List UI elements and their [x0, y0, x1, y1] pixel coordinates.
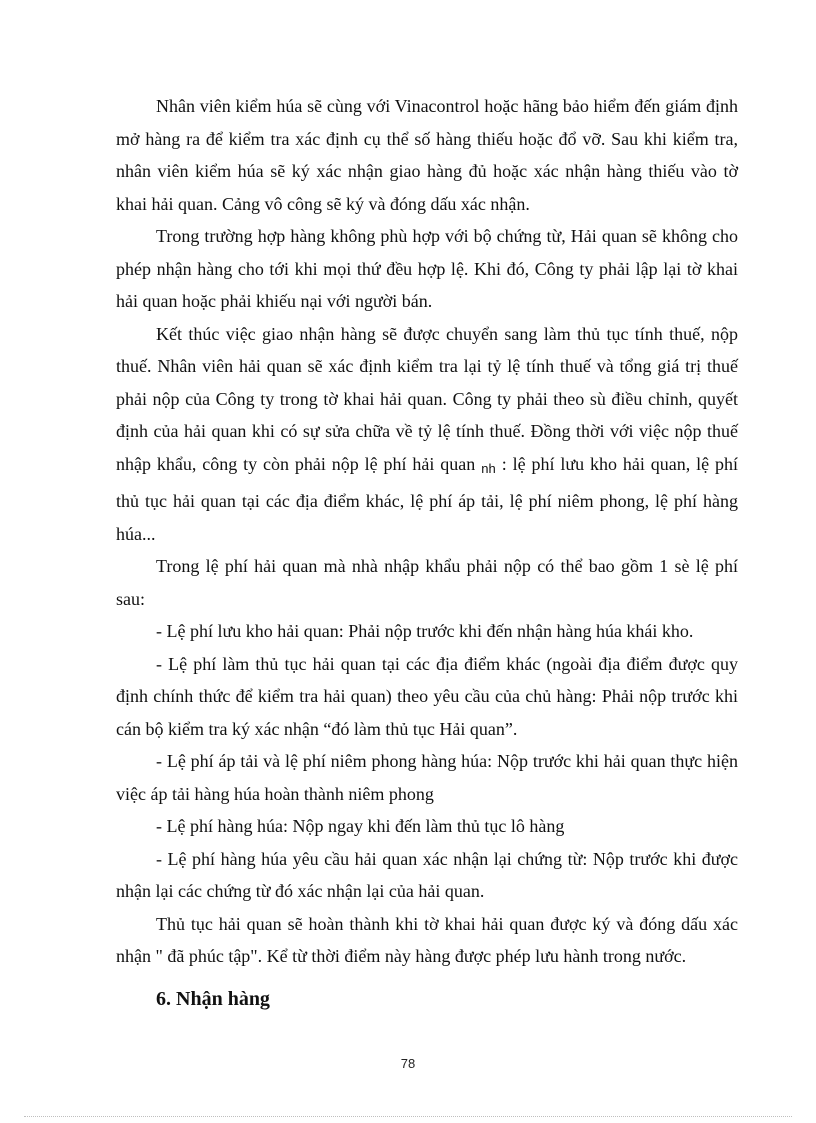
paragraph-fees-intro: Trong lệ phí hải quan mà nhà nhập khẩu phải nộp có thể bao gồm 1 sè lệ phí sau: — [116, 556, 738, 609]
fee-item-storage: - Lệ phí lưu kho hải quan: Phải nộp trước khi đến nhận hàng húa khái kho. — [156, 621, 694, 641]
paragraph-mismatch: Trong trường hợp hàng không phù hợp với bộ chứng từ, Hải quan sẽ không cho phép nhận hàng cho tới khi mọi thứ đều hợp lệ. Khi đó, Công ty phải lập lại tờ khai hải quan hoặc phải khiếu nại với người bán. — [116, 226, 738, 311]
paragraph-tax-mark: nh — [481, 460, 496, 476]
fee-item-goods: - Lệ phí hàng húa: Nộp ngay khi đến làm thủ tục lô hàng — [156, 816, 565, 836]
fee-item-document-confirm: - Lệ phí hàng húa yêu cầu hải quan xác nhận lại chứng từ: Nộp trước khi được nhận lại các chứng từ đó xác nhận lại của hải quan. — [116, 848, 738, 901]
paragraph-tax — [116, 318, 738, 551]
paragraph-tax-part-2: : lệ phí lưu kho hải quan, lệ phí thủ tục hải quan tại các địa điểm khác, lệ phí áp tải, lệ phí niêm phong, lệ phí hàng húa... — [116, 453, 738, 544]
body-text — [116, 90, 738, 1019]
paragraph-tax-part-1: Kết thúc việc giao nhận hàng sẽ được chuyển sang làm thủ tục tính thuế, nộp thuế. Nhân viên hải quan sẽ xác định kiểm tra lại tỷ lệ tính thuế và tổng giá trị thuế phải nộp của Công ty trong tờ khai hải quan. Công ty phải theo sù điều chỉnh, quyết định của hải quan khi có sự sửa chữa về tỷ lệ tính thuế. Đồng thời với việc nộp thuế nhập khẩu, công ty còn phải nộp lệ phí hải quan — [116, 323, 738, 474]
page-bottom-divider — [24, 1116, 792, 1117]
fee-item-other-location: - Lệ phí làm thủ tục hải quan tại các địa điểm khác (ngoài địa điểm được quy định chính thức để kiểm tra hải quan) theo yêu cầu của chủ hàng: Phải nộp trước khi cán bộ kiểm tra ký xác nhận “đó làm thủ tục Hải quan”. — [116, 653, 738, 739]
paragraph-closing: Thủ tục hải quan sẽ hoàn thành khi tờ khai hải quan được ký và đóng dấu xác nhận " đã phúc tập". Kể từ thời điểm này hàng được phép lưu hành trong nước. — [116, 913, 738, 966]
section-heading: 6. Nhận hàng — [156, 987, 270, 1010]
fee-item-escort-seal: - Lệ phí áp tải và lệ phí niêm phong hàng húa: Nộp trước khi hải quan thực hiện việc áp tải hàng húa hoàn thành niêm phong — [116, 751, 738, 804]
page-number: 78 — [400, 1056, 416, 1071]
paragraph-inspection: Nhân viên kiểm húa sẽ cùng với Vinacontrol hoặc hãng bảo hiểm đến giám định mở hàng ra để kiểm tra xác định cụ thể số hàng thiếu hoặc đổ vỡ. Sau khi kiểm tra, nhân viên kiểm húa sẽ ký xác nhận giao hàng đủ hoặc xác nhận hàng thiếu vào tờ khai hải quan. Cảng vô công sẽ ký và đóng dấu xác nhận. — [116, 96, 738, 214]
